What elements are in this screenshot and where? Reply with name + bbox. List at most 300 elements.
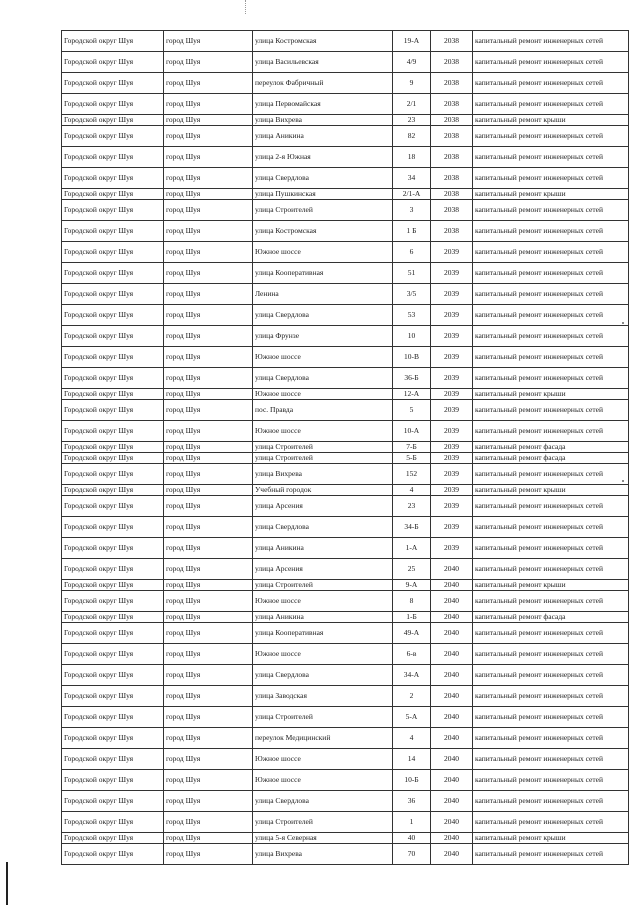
cell-municipality: Городской округ Шуя <box>62 221 164 242</box>
cell-street: переулок Фабричный <box>253 73 393 94</box>
cell-settlement: город Шуя <box>164 126 253 147</box>
cell-street: улица Строителей <box>253 707 393 728</box>
scan-artifact-line <box>245 0 247 14</box>
cell-municipality: Городской округ Шуя <box>62 517 164 538</box>
cell-street: улица Костромская <box>253 31 393 52</box>
cell-street: улица Вихрева <box>253 844 393 865</box>
cell-work-type: капитальный ремонт инженерных сетей <box>473 400 629 421</box>
cell-year: 2040 <box>431 580 473 591</box>
cell-municipality: Городской округ Шуя <box>62 442 164 453</box>
cell-year: 2039 <box>431 485 473 496</box>
cell-street: улица Заводская <box>253 686 393 707</box>
cell-house-number: 6-в <box>393 644 431 665</box>
cell-work-type: капитальный ремонт крыши <box>473 580 629 591</box>
table-row <box>62 389 629 400</box>
cell-year: 2039 <box>431 517 473 538</box>
cell-municipality: Городской округ Шуя <box>62 326 164 347</box>
cell-street: улица Арсения <box>253 559 393 580</box>
cell-house-number: 36 <box>393 791 431 812</box>
cell-municipality: Городской округ Шуя <box>62 347 164 368</box>
cell-house-number: 23 <box>393 496 431 517</box>
cell-year: 2039 <box>431 347 473 368</box>
cell-settlement: город Шуя <box>164 168 253 189</box>
cell-house-number: 1-А <box>393 538 431 559</box>
cell-street: Южное шоссе <box>253 242 393 263</box>
cell-street: улица Костромская <box>253 221 393 242</box>
cell-work-type: капитальный ремонт инженерных сетей <box>473 665 629 686</box>
cell-work-type: капитальный ремонт инженерных сетей <box>473 812 629 833</box>
cell-street: Южное шоссе <box>253 389 393 400</box>
table-row <box>62 517 629 538</box>
cell-year: 2040 <box>431 707 473 728</box>
cell-municipality: Городской округ Шуя <box>62 791 164 812</box>
cell-house-number: 10-В <box>393 347 431 368</box>
cell-settlement: город Шуя <box>164 94 253 115</box>
cell-year: 2039 <box>431 464 473 485</box>
cell-municipality: Городской округ Шуя <box>62 833 164 844</box>
cell-year: 2039 <box>431 305 473 326</box>
cell-municipality: Городской округ Шуя <box>62 389 164 400</box>
cell-year: 2038 <box>431 221 473 242</box>
table-row <box>62 442 629 453</box>
cell-settlement: город Шуя <box>164 326 253 347</box>
cell-year: 2039 <box>431 263 473 284</box>
cell-year: 2040 <box>431 728 473 749</box>
cell-house-number: 5-А <box>393 707 431 728</box>
cell-house-number: 9 <box>393 73 431 94</box>
cell-work-type: капитальный ремонт инженерных сетей <box>473 749 629 770</box>
cell-house-number: 4/9 <box>393 52 431 73</box>
table-row <box>62 612 629 623</box>
cell-settlement: город Шуя <box>164 464 253 485</box>
cell-work-type: капитальный ремонт инженерных сетей <box>473 242 629 263</box>
table-row <box>62 73 629 94</box>
cell-street: улица Свердлова <box>253 665 393 686</box>
cell-street: улица Аникина <box>253 612 393 623</box>
cell-settlement: город Шуя <box>164 844 253 865</box>
cell-street: улица Арсения <box>253 496 393 517</box>
table-row <box>62 844 629 865</box>
cell-street: улица Аникина <box>253 126 393 147</box>
cell-house-number: 34-А <box>393 665 431 686</box>
cell-municipality: Городской округ Шуя <box>62 189 164 200</box>
cell-municipality: Городской округ Шуя <box>62 485 164 496</box>
scan-edge-mark <box>6 862 8 905</box>
cell-work-type: капитальный ремонт инженерных сетей <box>473 517 629 538</box>
cell-municipality: Городской округ Шуя <box>62 728 164 749</box>
cell-house-number: 70 <box>393 844 431 865</box>
cell-house-number: 14 <box>393 749 431 770</box>
cell-year: 2039 <box>431 442 473 453</box>
table-row <box>62 368 629 389</box>
cell-work-type: капитальный ремонт инженерных сетей <box>473 200 629 221</box>
cell-settlement: город Шуя <box>164 612 253 623</box>
cell-settlement: город Шуя <box>164 770 253 791</box>
cell-work-type: капитальный ремонт инженерных сетей <box>473 538 629 559</box>
table-row <box>62 707 629 728</box>
cell-year: 2039 <box>431 389 473 400</box>
cell-settlement: город Шуя <box>164 115 253 126</box>
cell-house-number: 2/1-А <box>393 189 431 200</box>
cell-municipality: Городской округ Шуя <box>62 115 164 126</box>
cell-house-number: 2/1 <box>393 94 431 115</box>
cell-settlement: город Шуя <box>164 368 253 389</box>
cell-house-number: 18 <box>393 147 431 168</box>
table-row <box>62 52 629 73</box>
cell-settlement: город Шуя <box>164 147 253 168</box>
cell-municipality: Городской округ Шуя <box>62 844 164 865</box>
cell-municipality: Городской округ Шуя <box>62 686 164 707</box>
cell-work-type: капитальный ремонт инженерных сетей <box>473 791 629 812</box>
cell-house-number: 1 Б <box>393 221 431 242</box>
cell-year: 2040 <box>431 686 473 707</box>
cell-house-number: 3 <box>393 200 431 221</box>
cell-municipality: Городской округ Шуя <box>62 284 164 305</box>
cell-year: 2040 <box>431 844 473 865</box>
cell-street: пос. Правда <box>253 400 393 421</box>
cell-year: 2038 <box>431 200 473 221</box>
cell-year: 2038 <box>431 126 473 147</box>
cell-settlement: город Шуя <box>164 189 253 200</box>
table-row <box>62 453 629 464</box>
cell-work-type: капитальный ремонт инженерных сетей <box>473 73 629 94</box>
cell-house-number: 12-А <box>393 389 431 400</box>
cell-work-type: капитальный ремонт крыши <box>473 485 629 496</box>
cell-year: 2038 <box>431 94 473 115</box>
cell-year: 2038 <box>431 73 473 94</box>
cell-house-number: 34 <box>393 168 431 189</box>
table-row <box>62 686 629 707</box>
cell-year: 2038 <box>431 52 473 73</box>
cell-street: Южное шоссе <box>253 644 393 665</box>
cell-year: 2040 <box>431 791 473 812</box>
cell-house-number: 6 <box>393 242 431 263</box>
cell-municipality: Городской округ Шуя <box>62 707 164 728</box>
cell-year: 2040 <box>431 644 473 665</box>
cell-house-number: 10 <box>393 326 431 347</box>
cell-municipality: Городской округ Шуя <box>62 421 164 442</box>
table-row <box>62 347 629 368</box>
cell-year: 2039 <box>431 400 473 421</box>
cell-municipality: Городской округ Шуя <box>62 52 164 73</box>
cell-municipality: Городской округ Шуя <box>62 812 164 833</box>
cell-settlement: город Шуя <box>164 580 253 591</box>
cell-settlement: город Шуя <box>164 749 253 770</box>
cell-street: Южное шоссе <box>253 749 393 770</box>
cell-municipality: Городской округ Шуя <box>62 31 164 52</box>
cell-municipality: Городской округ Шуя <box>62 559 164 580</box>
cell-municipality: Городской округ Шуя <box>62 200 164 221</box>
cell-street: улица Свердлова <box>253 368 393 389</box>
table-row <box>62 242 629 263</box>
cell-municipality: Городской округ Шуя <box>62 368 164 389</box>
cell-settlement: город Шуя <box>164 496 253 517</box>
cell-year: 2039 <box>431 284 473 305</box>
cell-street: Южное шоссе <box>253 591 393 612</box>
cell-settlement: город Шуя <box>164 791 253 812</box>
cell-street: улица Строителей <box>253 580 393 591</box>
cell-year: 2040 <box>431 749 473 770</box>
cell-year: 2039 <box>431 368 473 389</box>
cell-year: 2038 <box>431 168 473 189</box>
cell-street: улица Вихрева <box>253 464 393 485</box>
cell-house-number: 10-А <box>393 421 431 442</box>
cell-street: улица Васильевская <box>253 52 393 73</box>
cell-work-type: капитальный ремонт крыши <box>473 389 629 400</box>
cell-house-number: 36-Б <box>393 368 431 389</box>
cell-year: 2040 <box>431 591 473 612</box>
cell-settlement: город Шуя <box>164 305 253 326</box>
cell-settlement: город Шуя <box>164 453 253 464</box>
cell-work-type: капитальный ремонт инженерных сетей <box>473 31 629 52</box>
table-row <box>62 464 629 485</box>
cell-work-type: капитальный ремонт инженерных сетей <box>473 126 629 147</box>
cell-work-type: капитальный ремонт инженерных сетей <box>473 284 629 305</box>
table-row <box>62 496 629 517</box>
cell-work-type: капитальный ремонт инженерных сетей <box>473 263 629 284</box>
cell-house-number: 152 <box>393 464 431 485</box>
cell-house-number: 2 <box>393 686 431 707</box>
table-row <box>62 221 629 242</box>
table-row <box>62 833 629 844</box>
cell-street: Учебный городок <box>253 485 393 496</box>
cell-house-number: 53 <box>393 305 431 326</box>
cell-street: улица Строителей <box>253 453 393 464</box>
cell-settlement: город Шуя <box>164 31 253 52</box>
cell-settlement: город Шуя <box>164 263 253 284</box>
cell-street: улица Кооперативная <box>253 623 393 644</box>
cell-year: 2039 <box>431 242 473 263</box>
cell-municipality: Городской округ Шуя <box>62 538 164 559</box>
cell-municipality: Городской округ Шуя <box>62 73 164 94</box>
cell-street: переулок Медицинский <box>253 728 393 749</box>
cell-house-number: 8 <box>393 591 431 612</box>
table-row <box>62 749 629 770</box>
cell-municipality: Городской округ Шуя <box>62 126 164 147</box>
cell-municipality: Городской округ Шуя <box>62 400 164 421</box>
cell-work-type: капитальный ремонт крыши <box>473 189 629 200</box>
cell-work-type: капитальный ремонт инженерных сетей <box>473 644 629 665</box>
cell-street: улица Свердлова <box>253 517 393 538</box>
cell-year: 2039 <box>431 453 473 464</box>
cell-settlement: город Шуя <box>164 833 253 844</box>
cell-settlement: город Шуя <box>164 73 253 94</box>
cell-year: 2040 <box>431 559 473 580</box>
cell-house-number: 3/5 <box>393 284 431 305</box>
cell-year: 2038 <box>431 189 473 200</box>
cell-street: Южное шоссе <box>253 347 393 368</box>
cell-work-type: капитальный ремонт фасада <box>473 453 629 464</box>
cell-house-number: 10-Б <box>393 770 431 791</box>
cell-settlement: город Шуя <box>164 421 253 442</box>
cell-street: Южное шоссе <box>253 770 393 791</box>
cell-street: Южное шоссе <box>253 421 393 442</box>
cell-municipality: Городской округ Шуя <box>62 496 164 517</box>
cell-settlement: город Шуя <box>164 221 253 242</box>
cell-work-type: капитальный ремонт инженерных сетей <box>473 368 629 389</box>
cell-municipality: Городской округ Шуя <box>62 612 164 623</box>
cell-year: 2039 <box>431 496 473 517</box>
cell-street: улица Аникина <box>253 538 393 559</box>
table-row <box>62 644 629 665</box>
cell-year: 2040 <box>431 665 473 686</box>
cell-settlement: город Шуя <box>164 442 253 453</box>
table-row <box>62 580 629 591</box>
table-row <box>62 770 629 791</box>
table-row <box>62 263 629 284</box>
cell-settlement: город Шуя <box>164 52 253 73</box>
cell-street: улица Строителей <box>253 442 393 453</box>
cell-street: улица Фрунзе <box>253 326 393 347</box>
cell-year: 2040 <box>431 623 473 644</box>
table-row <box>62 305 629 326</box>
table-row <box>62 147 629 168</box>
cell-settlement: город Шуя <box>164 400 253 421</box>
cell-street: улица Кооперативная <box>253 263 393 284</box>
cell-year: 2038 <box>431 147 473 168</box>
cell-house-number: 5 <box>393 400 431 421</box>
table-row <box>62 189 629 200</box>
cell-work-type: капитальный ремонт инженерных сетей <box>473 52 629 73</box>
cell-municipality: Городской округ Шуя <box>62 263 164 284</box>
cell-street: улица 5-я Северная <box>253 833 393 844</box>
cell-work-type: капитальный ремонт инженерных сетей <box>473 464 629 485</box>
cell-work-type: капитальный ремонт инженерных сетей <box>473 305 629 326</box>
cell-house-number: 4 <box>393 728 431 749</box>
cell-municipality: Городской округ Шуя <box>62 94 164 115</box>
table-row <box>62 728 629 749</box>
cell-work-type: капитальный ремонт инженерных сетей <box>473 686 629 707</box>
cell-municipality: Городской округ Шуя <box>62 242 164 263</box>
cell-work-type: капитальный ремонт инженерных сетей <box>473 326 629 347</box>
cell-work-type: капитальный ремонт крыши <box>473 115 629 126</box>
cell-work-type: капитальный ремонт инженерных сетей <box>473 707 629 728</box>
cell-work-type: капитальный ремонт инженерных сетей <box>473 591 629 612</box>
cell-house-number: 25 <box>393 559 431 580</box>
cell-municipality: Городской округ Шуя <box>62 580 164 591</box>
cell-year: 2039 <box>431 538 473 559</box>
table-row <box>62 94 629 115</box>
table-row <box>62 200 629 221</box>
cell-municipality: Городской округ Шуя <box>62 591 164 612</box>
cell-work-type: капитальный ремонт инженерных сетей <box>473 421 629 442</box>
cell-house-number: 5-Б <box>393 453 431 464</box>
cell-settlement: город Шуя <box>164 559 253 580</box>
cell-street: Ленина <box>253 284 393 305</box>
cell-work-type: капитальный ремонт инженерных сетей <box>473 623 629 644</box>
cell-house-number: 23 <box>393 115 431 126</box>
cell-work-type: капитальный ремонт фасада <box>473 442 629 453</box>
cell-work-type: капитальный ремонт инженерных сетей <box>473 496 629 517</box>
cell-settlement: город Шуя <box>164 728 253 749</box>
cell-house-number: 51 <box>393 263 431 284</box>
cell-municipality: Городской округ Шуя <box>62 168 164 189</box>
cell-house-number: 34-Б <box>393 517 431 538</box>
cell-work-type: капитальный ремонт фасада <box>473 612 629 623</box>
cell-settlement: город Шуя <box>164 686 253 707</box>
cell-settlement: город Шуя <box>164 623 253 644</box>
cell-street: улица Вихрева <box>253 115 393 126</box>
cell-settlement: город Шуя <box>164 242 253 263</box>
cell-year: 2040 <box>431 833 473 844</box>
cell-settlement: город Шуя <box>164 284 253 305</box>
repair-schedule-body <box>62 31 629 865</box>
table-row <box>62 665 629 686</box>
cell-year: 2038 <box>431 31 473 52</box>
cell-settlement: город Шуя <box>164 517 253 538</box>
cell-municipality: Городской округ Шуя <box>62 770 164 791</box>
cell-work-type: капитальный ремонт инженерных сетей <box>473 94 629 115</box>
cell-settlement: город Шуя <box>164 812 253 833</box>
cell-house-number: 1 <box>393 812 431 833</box>
cell-house-number: 9-А <box>393 580 431 591</box>
table-row <box>62 326 629 347</box>
cell-work-type: капитальный ремонт инженерных сетей <box>473 770 629 791</box>
cell-year: 2039 <box>431 421 473 442</box>
cell-street: улица Свердлова <box>253 168 393 189</box>
table-row <box>62 31 629 52</box>
cell-settlement: город Шуя <box>164 485 253 496</box>
cell-work-type: капитальный ремонт инженерных сетей <box>473 728 629 749</box>
cell-settlement: город Шуя <box>164 347 253 368</box>
table-row <box>62 284 629 305</box>
cell-year: 2040 <box>431 812 473 833</box>
table-row <box>62 400 629 421</box>
cell-street: улица Свердлова <box>253 305 393 326</box>
cell-municipality: Городской округ Шуя <box>62 305 164 326</box>
cell-year: 2040 <box>431 770 473 791</box>
cell-house-number: 7-Б <box>393 442 431 453</box>
table-row <box>62 421 629 442</box>
cell-municipality: Городской округ Шуя <box>62 464 164 485</box>
cell-work-type: капитальный ремонт инженерных сетей <box>473 147 629 168</box>
cell-municipality: Городской округ Шуя <box>62 749 164 770</box>
cell-house-number: 4 <box>393 485 431 496</box>
cell-house-number: 1-Б <box>393 612 431 623</box>
cell-settlement: город Шуя <box>164 644 253 665</box>
cell-settlement: город Шуя <box>164 389 253 400</box>
cell-municipality: Городской округ Шуя <box>62 623 164 644</box>
cell-municipality: Городской округ Шуя <box>62 644 164 665</box>
cell-street: улица Пушкинская <box>253 189 393 200</box>
table-row <box>62 623 629 644</box>
cell-settlement: город Шуя <box>164 200 253 221</box>
cell-street: улица Строителей <box>253 200 393 221</box>
repair-schedule-table <box>61 30 629 865</box>
cell-municipality: Городской округ Шуя <box>62 453 164 464</box>
cell-house-number: 49-А <box>393 623 431 644</box>
table-row <box>62 126 629 147</box>
table-row <box>62 812 629 833</box>
cell-municipality: Городской округ Шуя <box>62 665 164 686</box>
cell-street: улица Свердлова <box>253 791 393 812</box>
table-row <box>62 485 629 496</box>
cell-work-type: капитальный ремонт крыши <box>473 833 629 844</box>
cell-house-number: 19-А <box>393 31 431 52</box>
table-row <box>62 591 629 612</box>
table-row <box>62 168 629 189</box>
cell-settlement: город Шуя <box>164 591 253 612</box>
cell-settlement: город Шуя <box>164 665 253 686</box>
cell-street: улица Первомайская <box>253 94 393 115</box>
cell-work-type: капитальный ремонт инженерных сетей <box>473 221 629 242</box>
table-row <box>62 115 629 126</box>
cell-year: 2038 <box>431 115 473 126</box>
cell-settlement: город Шуя <box>164 707 253 728</box>
cell-settlement: город Шуя <box>164 538 253 559</box>
cell-street: улица 2-я Южная <box>253 147 393 168</box>
cell-work-type: капитальный ремонт инженерных сетей <box>473 844 629 865</box>
